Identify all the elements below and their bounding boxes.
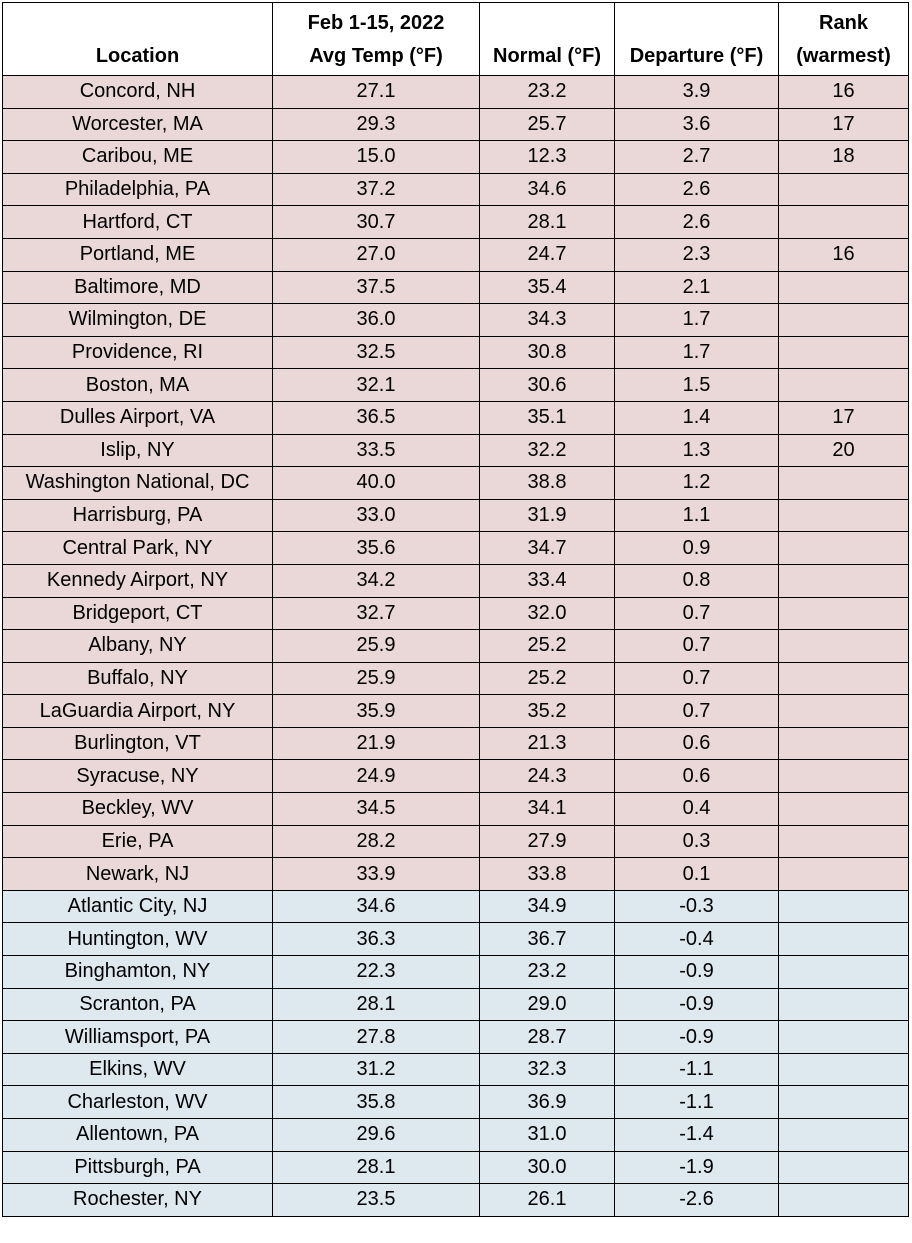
cell-location: Harrisburg, PA	[3, 499, 273, 532]
cell-location: Newark, NJ	[3, 858, 273, 891]
table-row	[3, 206, 909, 239]
cell-rank: 17	[779, 108, 909, 141]
cell-rank	[779, 1021, 909, 1054]
cell-location: Burlington, VT	[3, 727, 273, 760]
cell-avg-temp: 37.2	[273, 173, 480, 206]
cell-departure: 1.5	[615, 369, 779, 402]
cell-departure: -0.9	[615, 988, 779, 1021]
cell-normal: 33.4	[480, 564, 615, 597]
cell-departure: 2.6	[615, 206, 779, 239]
table-row	[3, 1086, 909, 1119]
cell-rank	[779, 1184, 909, 1217]
table-row	[3, 499, 909, 532]
table-row	[3, 793, 909, 826]
cell-departure: 1.7	[615, 304, 779, 337]
cell-departure: 1.2	[615, 467, 779, 500]
cell-avg-temp: 29.6	[273, 1119, 480, 1152]
cell-rank	[779, 532, 909, 565]
table-row	[3, 564, 909, 597]
table-row	[3, 1053, 909, 1086]
cell-location: LaGuardia Airport, NY	[3, 695, 273, 728]
cell-normal: 23.2	[480, 76, 615, 109]
cell-location: Hartford, CT	[3, 206, 273, 239]
cell-rank: 17	[779, 401, 909, 434]
table-row	[3, 1119, 909, 1152]
table-row	[3, 1021, 909, 1054]
cell-avg-temp: 32.7	[273, 597, 480, 630]
cell-location: Charleston, WV	[3, 1086, 273, 1119]
cell-avg-temp: 28.1	[273, 988, 480, 1021]
cell-departure: -0.9	[615, 956, 779, 989]
cell-location: Baltimore, MD	[3, 271, 273, 304]
table-row	[3, 401, 909, 434]
cell-rank	[779, 760, 909, 793]
cell-location: Scranton, PA	[3, 988, 273, 1021]
cell-avg-temp: 35.6	[273, 532, 480, 565]
cell-normal: 34.9	[480, 890, 615, 923]
cell-location: Washington National, DC	[3, 467, 273, 500]
cell-departure: 0.7	[615, 597, 779, 630]
table-row	[3, 988, 909, 1021]
cell-departure: -1.1	[615, 1086, 779, 1119]
cell-location: Worcester, MA	[3, 108, 273, 141]
table-row	[3, 923, 909, 956]
cell-avg-temp: 31.2	[273, 1053, 480, 1086]
cell-location: Kennedy Airport, NY	[3, 564, 273, 597]
cell-departure: 0.4	[615, 793, 779, 826]
cell-normal: 31.9	[480, 499, 615, 532]
cell-rank	[779, 1086, 909, 1119]
cell-normal: 38.8	[480, 467, 615, 500]
cell-rank: 20	[779, 434, 909, 467]
table-row	[3, 271, 909, 304]
cell-location: Williamsport, PA	[3, 1021, 273, 1054]
temperature-table	[2, 2, 909, 1217]
cell-departure: 0.6	[615, 760, 779, 793]
cell-rank	[779, 271, 909, 304]
table-row	[3, 890, 909, 923]
header-location-label: Location	[95, 45, 180, 67]
cell-departure: 2.3	[615, 238, 779, 271]
cell-departure: 2.1	[615, 271, 779, 304]
cell-rank	[779, 890, 909, 923]
cell-location: Beckley, WV	[3, 793, 273, 826]
cell-normal: 35.4	[480, 271, 615, 304]
cell-normal: 32.0	[480, 597, 615, 630]
cell-avg-temp: 36.5	[273, 401, 480, 434]
header-departure-label: Departure (°F)	[629, 45, 764, 67]
cell-normal: 12.3	[480, 141, 615, 174]
cell-departure: 0.6	[615, 727, 779, 760]
table-row	[3, 858, 909, 891]
cell-avg-temp: 23.5	[273, 1184, 480, 1217]
cell-normal: 34.3	[480, 304, 615, 337]
cell-avg-temp: 28.2	[273, 825, 480, 858]
cell-rank	[779, 695, 909, 728]
cell-departure: -1.4	[615, 1119, 779, 1152]
cell-departure: 1.7	[615, 336, 779, 369]
header-rank	[779, 3, 909, 76]
header-normal	[480, 3, 615, 76]
cell-rank	[779, 173, 909, 206]
cell-normal: 36.9	[480, 1086, 615, 1119]
cell-normal: 21.3	[480, 727, 615, 760]
cell-avg-temp: 34.6	[273, 890, 480, 923]
cell-normal: 29.0	[480, 988, 615, 1021]
cell-avg-temp: 33.0	[273, 499, 480, 532]
table-row	[3, 238, 909, 271]
cell-location: Concord, NH	[3, 76, 273, 109]
cell-location: Islip, NY	[3, 434, 273, 467]
cell-rank	[779, 206, 909, 239]
cell-departure: 0.8	[615, 564, 779, 597]
cell-location: Caribou, ME	[3, 141, 273, 174]
cell-avg-temp: 35.9	[273, 695, 480, 728]
table-row	[3, 108, 909, 141]
cell-avg-temp: 28.1	[273, 1151, 480, 1184]
cell-rank	[779, 1053, 909, 1086]
cell-rank	[779, 662, 909, 695]
header-avg-temp-line1: Feb 1-15, 2022	[307, 12, 445, 34]
cell-departure: 0.3	[615, 825, 779, 858]
cell-rank	[779, 369, 909, 402]
cell-rank	[779, 304, 909, 337]
table-row	[3, 956, 909, 989]
cell-location: Buffalo, NY	[3, 662, 273, 695]
cell-departure: -0.3	[615, 890, 779, 923]
cell-rank	[779, 499, 909, 532]
cell-normal: 28.1	[480, 206, 615, 239]
cell-avg-temp: 27.8	[273, 1021, 480, 1054]
header-departure	[615, 3, 779, 76]
cell-avg-temp: 27.1	[273, 76, 480, 109]
cell-departure: -0.4	[615, 923, 779, 956]
table-row	[3, 1184, 909, 1217]
cell-location: Pittsburgh, PA	[3, 1151, 273, 1184]
cell-avg-temp: 37.5	[273, 271, 480, 304]
table-row	[3, 434, 909, 467]
cell-location: Albany, NY	[3, 630, 273, 663]
cell-normal: 30.8	[480, 336, 615, 369]
cell-departure: -2.6	[615, 1184, 779, 1217]
cell-location: Portland, ME	[3, 238, 273, 271]
cell-avg-temp: 34.2	[273, 564, 480, 597]
cell-location: Boston, MA	[3, 369, 273, 402]
table-row	[3, 662, 909, 695]
cell-departure: 0.7	[615, 630, 779, 663]
cell-normal: 23.2	[480, 956, 615, 989]
cell-avg-temp: 27.0	[273, 238, 480, 271]
cell-departure: 2.7	[615, 141, 779, 174]
cell-avg-temp: 22.3	[273, 956, 480, 989]
cell-rank: 18	[779, 141, 909, 174]
cell-departure: 3.6	[615, 108, 779, 141]
cell-normal: 36.7	[480, 923, 615, 956]
cell-rank	[779, 597, 909, 630]
cell-avg-temp: 32.5	[273, 336, 480, 369]
cell-normal: 31.0	[480, 1119, 615, 1152]
table-row	[3, 727, 909, 760]
cell-rank	[779, 858, 909, 891]
cell-departure: 3.9	[615, 76, 779, 109]
cell-avg-temp: 36.0	[273, 304, 480, 337]
cell-avg-temp: 15.0	[273, 141, 480, 174]
cell-normal: 28.7	[480, 1021, 615, 1054]
cell-location: Atlantic City, NJ	[3, 890, 273, 923]
table-row	[3, 630, 909, 663]
cell-location: Rochester, NY	[3, 1184, 273, 1217]
cell-rank	[779, 630, 909, 663]
table-row	[3, 467, 909, 500]
header-avg-temp	[273, 3, 480, 76]
cell-departure: -1.1	[615, 1053, 779, 1086]
table-row	[3, 597, 909, 630]
cell-rank	[779, 1119, 909, 1152]
table-row	[3, 173, 909, 206]
cell-avg-temp: 30.7	[273, 206, 480, 239]
cell-normal: 32.3	[480, 1053, 615, 1086]
cell-avg-temp: 32.1	[273, 369, 480, 402]
cell-avg-temp: 29.3	[273, 108, 480, 141]
table-row	[3, 532, 909, 565]
cell-rank: 16	[779, 76, 909, 109]
cell-normal: 26.1	[480, 1184, 615, 1217]
cell-normal: 34.7	[480, 532, 615, 565]
cell-normal: 25.7	[480, 108, 615, 141]
cell-location: Wilmington, DE	[3, 304, 273, 337]
cell-rank	[779, 336, 909, 369]
cell-departure: 0.1	[615, 858, 779, 891]
cell-normal: 32.2	[480, 434, 615, 467]
cell-avg-temp: 25.9	[273, 662, 480, 695]
cell-normal: 25.2	[480, 662, 615, 695]
cell-rank	[779, 564, 909, 597]
cell-rank	[779, 956, 909, 989]
cell-departure: 0.7	[615, 695, 779, 728]
table-row	[3, 76, 909, 109]
table-row	[3, 760, 909, 793]
cell-rank	[779, 467, 909, 500]
cell-departure: 1.1	[615, 499, 779, 532]
cell-normal: 25.2	[480, 630, 615, 663]
cell-rank	[779, 923, 909, 956]
cell-location: Dulles Airport, VA	[3, 401, 273, 434]
cell-departure: 0.7	[615, 662, 779, 695]
header-location	[3, 3, 273, 76]
cell-rank	[779, 1151, 909, 1184]
cell-location: Central Park, NY	[3, 532, 273, 565]
cell-avg-temp: 34.5	[273, 793, 480, 826]
cell-location: Erie, PA	[3, 825, 273, 858]
cell-rank	[779, 727, 909, 760]
cell-location: Bridgeport, CT	[3, 597, 273, 630]
cell-rank	[779, 793, 909, 826]
cell-location: Philadelphia, PA	[3, 173, 273, 206]
cell-location: Binghamton, NY	[3, 956, 273, 989]
cell-departure: 0.9	[615, 532, 779, 565]
cell-departure: -0.9	[615, 1021, 779, 1054]
cell-rank	[779, 988, 909, 1021]
cell-location: Allentown, PA	[3, 1119, 273, 1152]
table-row	[3, 825, 909, 858]
cell-normal: 24.7	[480, 238, 615, 271]
cell-normal: 24.3	[480, 760, 615, 793]
table-row	[3, 336, 909, 369]
cell-avg-temp: 33.9	[273, 858, 480, 891]
cell-location: Huntington, WV	[3, 923, 273, 956]
cell-normal: 27.9	[480, 825, 615, 858]
header-normal-label: Normal (°F)	[493, 45, 601, 67]
cell-location: Providence, RI	[3, 336, 273, 369]
cell-avg-temp: 36.3	[273, 923, 480, 956]
cell-location: Syracuse, NY	[3, 760, 273, 793]
cell-normal: 34.6	[480, 173, 615, 206]
table-row	[3, 369, 909, 402]
cell-departure: 1.3	[615, 434, 779, 467]
cell-normal: 30.0	[480, 1151, 615, 1184]
header-rank-line1: Rank	[819, 12, 868, 34]
cell-avg-temp: 25.9	[273, 630, 480, 663]
cell-normal: 35.2	[480, 695, 615, 728]
table-row	[3, 304, 909, 337]
table-row	[3, 695, 909, 728]
cell-location: Elkins, WV	[3, 1053, 273, 1086]
cell-departure: 1.4	[615, 401, 779, 434]
cell-departure: -1.9	[615, 1151, 779, 1184]
header-row	[3, 3, 909, 76]
header-avg-temp-line2: Avg Temp (°F)	[309, 45, 443, 67]
cell-rank: 16	[779, 238, 909, 271]
cell-avg-temp: 24.9	[273, 760, 480, 793]
cell-normal: 33.8	[480, 858, 615, 891]
cell-rank	[779, 825, 909, 858]
cell-normal: 35.1	[480, 401, 615, 434]
cell-departure: 2.6	[615, 173, 779, 206]
table-row	[3, 141, 909, 174]
cell-avg-temp: 35.8	[273, 1086, 480, 1119]
table-row	[3, 1151, 909, 1184]
header-rank-line2: (warmest)	[796, 45, 891, 67]
table-body	[3, 76, 909, 1217]
cell-avg-temp: 21.9	[273, 727, 480, 760]
cell-normal: 30.6	[480, 369, 615, 402]
cell-avg-temp: 33.5	[273, 434, 480, 467]
cell-avg-temp: 40.0	[273, 467, 480, 500]
cell-normal: 34.1	[480, 793, 615, 826]
